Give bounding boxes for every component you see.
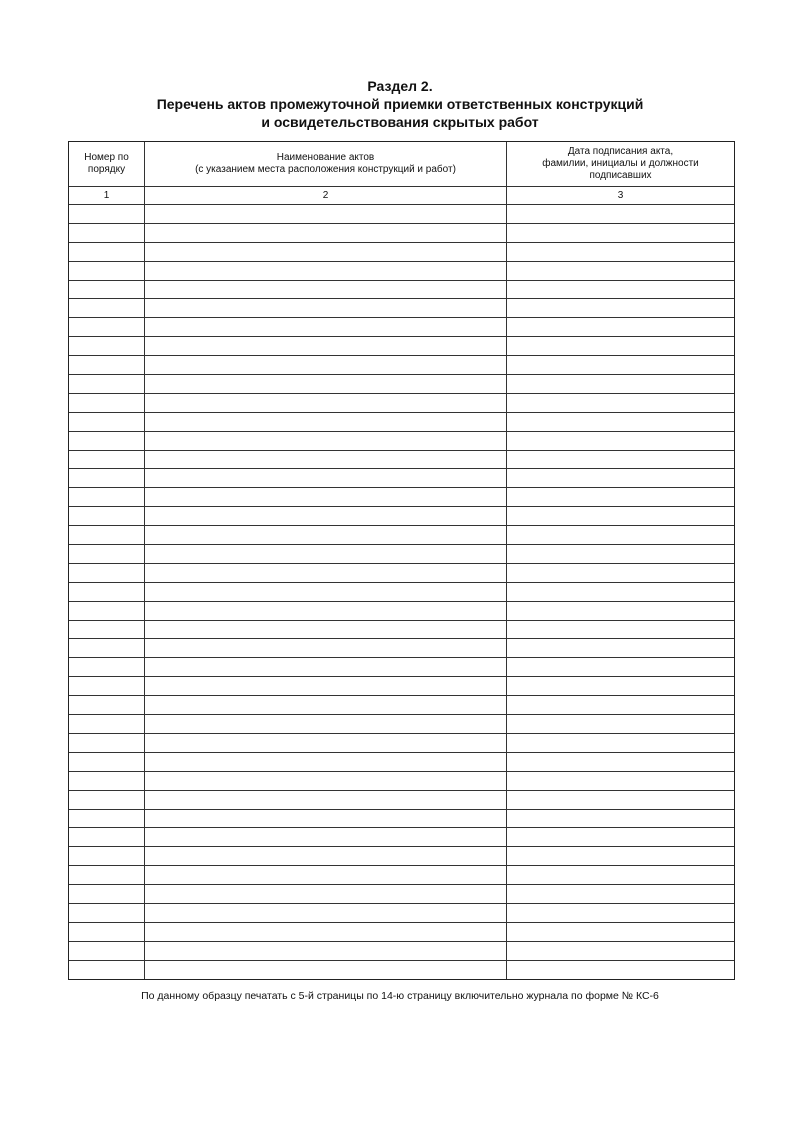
table-cell-col-3 [506, 224, 734, 242]
header-signing-date-line-3: подписавших [589, 170, 652, 181]
table-cell-col-2 [144, 564, 506, 582]
table-cell-col-2 [144, 810, 506, 828]
table-cell-col-1 [69, 526, 144, 544]
table-cell-col-1 [69, 658, 144, 676]
table-cell-col-3 [506, 432, 734, 450]
table-cell-col-3 [506, 942, 734, 960]
table-row [69, 714, 734, 733]
table-cell-col-1 [69, 621, 144, 639]
table-cell-col-3 [506, 602, 734, 620]
table-cell-col-1 [69, 904, 144, 922]
table-cell-col-1 [69, 262, 144, 280]
table-cell-col-1 [69, 847, 144, 865]
header-signing-date-line-2: фамилии, инициалы и должности [542, 158, 699, 169]
table-cell-col-2 [144, 243, 506, 261]
table-row [69, 676, 734, 695]
table-cell-col-2 [144, 866, 506, 884]
table-cell-col-1 [69, 923, 144, 941]
table-cell-col-3 [506, 904, 734, 922]
table-cell-col-2 [144, 828, 506, 846]
table-cell-col-3 [506, 337, 734, 355]
table-cell-col-1 [69, 243, 144, 261]
table-cell-col-3 [506, 205, 734, 223]
table-cell-col-3 [506, 318, 734, 336]
table-cell-col-3 [506, 299, 734, 317]
column-number-2: 2 [144, 187, 506, 204]
table-row [69, 865, 734, 884]
table-cell-col-2 [144, 904, 506, 922]
section-heading-line-2: и освидетельствования скрытых работ [261, 114, 539, 130]
table-cell-col-2 [144, 507, 506, 525]
table-cell-col-3 [506, 545, 734, 563]
table-cell-col-1 [69, 432, 144, 450]
table-cell-col-1 [69, 545, 144, 563]
table-row [69, 431, 734, 450]
table-row [69, 790, 734, 809]
table-cell-col-2 [144, 772, 506, 790]
header-act-name-line-1: Наименование актов [276, 152, 375, 163]
table-cell-col-2 [144, 621, 506, 639]
table-cell-col-3 [506, 394, 734, 412]
table-cell-col-3 [506, 885, 734, 903]
table-cell-col-3 [506, 262, 734, 280]
table-cell-col-1 [69, 942, 144, 960]
table-cell-col-3 [506, 507, 734, 525]
table-row [69, 317, 734, 336]
table-cell-col-3 [506, 753, 734, 771]
table-cell-col-2 [144, 262, 506, 280]
table-cell-col-1 [69, 791, 144, 809]
table-cell-col-2 [144, 961, 506, 979]
table-row [69, 752, 734, 771]
table-cell-col-1 [69, 413, 144, 431]
table-cell-col-3 [506, 564, 734, 582]
table-cell-col-2 [144, 658, 506, 676]
table-cell-col-3 [506, 772, 734, 790]
table-cell-col-2 [144, 715, 506, 733]
table-cell-col-2 [144, 375, 506, 393]
table-row [69, 336, 734, 355]
table-row [69, 941, 734, 960]
table-row [69, 412, 734, 431]
table-row [69, 204, 734, 223]
table-cell-col-3 [506, 488, 734, 506]
table-cell-col-1 [69, 224, 144, 242]
table-cell-col-3 [506, 413, 734, 431]
table-cell-col-3 [506, 583, 734, 601]
table-row [69, 468, 734, 487]
table-row [69, 374, 734, 393]
table-cell-col-3 [506, 243, 734, 261]
table-cell-col-3 [506, 923, 734, 941]
table-cell-col-1 [69, 507, 144, 525]
table-cell-col-1 [69, 394, 144, 412]
table-cell-col-2 [144, 545, 506, 563]
acts-table [68, 141, 735, 980]
table-cell-col-1 [69, 583, 144, 601]
header-signing-date [506, 142, 734, 186]
table-cell-col-2 [144, 356, 506, 374]
column-number-1: 1 [103, 190, 110, 201]
table-cell-col-3 [506, 828, 734, 846]
table-row [69, 242, 734, 261]
table-cell-col-3 [506, 621, 734, 639]
section-heading-line-1: Перечень актов промежуточной приемки ответственных конструкций [156, 96, 644, 112]
table-cell-col-1 [69, 734, 144, 752]
table-cell-col-1 [69, 337, 144, 355]
table-cell-col-2 [144, 791, 506, 809]
section-number: Раздел 2. [367, 78, 433, 94]
table-row [69, 261, 734, 280]
table-row [69, 563, 734, 582]
table-cell-col-3 [506, 281, 734, 299]
table-row [69, 355, 734, 374]
table-cell-col-2 [144, 923, 506, 941]
table-row [69, 506, 734, 525]
table-cell-col-2 [144, 942, 506, 960]
table-cell-col-2 [144, 696, 506, 714]
table-row [69, 450, 734, 469]
table-cell-col-3 [506, 734, 734, 752]
table-row [69, 771, 734, 790]
table-cell-col-2 [144, 469, 506, 487]
table-row [69, 601, 734, 620]
table-cell-col-1 [69, 961, 144, 979]
column-number-3: 3 [506, 187, 734, 204]
table-cell-col-1 [69, 885, 144, 903]
table-cell-col-1 [69, 451, 144, 469]
table-cell-col-2 [144, 394, 506, 412]
header-order-number-line-1: Номер по [84, 152, 129, 163]
table-cell-col-2 [144, 299, 506, 317]
table-cell-col-3 [506, 639, 734, 657]
table-cell-col-3 [506, 696, 734, 714]
table-cell-col-2 [144, 847, 506, 865]
table-cell-col-1 [69, 375, 144, 393]
table-cell-col-3 [506, 866, 734, 884]
table-cell-col-2 [144, 885, 506, 903]
table-row [69, 525, 734, 544]
table-cell-col-1 [69, 488, 144, 506]
table-cell-col-3 [506, 791, 734, 809]
table-row [69, 695, 734, 714]
table-row [69, 903, 734, 922]
table-row [69, 657, 734, 676]
table-cell-col-2 [144, 488, 506, 506]
table-cell-col-1 [69, 696, 144, 714]
table-cell-col-1 [69, 639, 144, 657]
table-cell-col-1 [69, 602, 144, 620]
table-cell-col-3 [506, 469, 734, 487]
table-cell-col-1 [69, 299, 144, 317]
table-cell-col-2 [144, 413, 506, 431]
table-cell-col-1 [69, 205, 144, 223]
table-cell-col-3 [506, 677, 734, 695]
table-row [69, 544, 734, 563]
table-row [69, 827, 734, 846]
table-cell-col-3 [506, 356, 734, 374]
table-cell-col-2 [144, 526, 506, 544]
table-cell-col-1 [69, 318, 144, 336]
table-row [69, 223, 734, 242]
header-act-name-line-2: (с указанием места расположения конструкций и работ) [195, 164, 456, 175]
table-cell-col-2 [144, 432, 506, 450]
table-row [69, 846, 734, 865]
table-row [69, 922, 734, 941]
table-row [69, 638, 734, 657]
table-cell-col-1 [69, 677, 144, 695]
table-row [69, 960, 734, 979]
table-cell-col-2 [144, 281, 506, 299]
table-cell-col-1 [69, 828, 144, 846]
table-cell-col-3 [506, 715, 734, 733]
table-cell-col-1 [69, 715, 144, 733]
table-cell-col-2 [144, 337, 506, 355]
table-cell-col-2 [144, 451, 506, 469]
header-order-number-line-2: порядку [87, 164, 126, 175]
table-cell-col-3 [506, 810, 734, 828]
table-header-row [69, 142, 734, 186]
table-cell-col-1 [69, 564, 144, 582]
table-row [69, 620, 734, 639]
table-cell-col-3 [506, 658, 734, 676]
table-cell-col-1 [69, 772, 144, 790]
table-cell-col-1 [69, 866, 144, 884]
header-act-name [144, 142, 506, 186]
table-row [69, 487, 734, 506]
table-cell-col-3 [506, 451, 734, 469]
table-row [69, 733, 734, 752]
table-row [69, 393, 734, 412]
table-cell-col-2 [144, 318, 506, 336]
header-order-number [69, 142, 144, 186]
column-number-row [69, 186, 734, 204]
table-cell-col-2 [144, 205, 506, 223]
table-cell-col-2 [144, 734, 506, 752]
header-signing-date-line-1: Дата подписания акта, [567, 146, 674, 157]
table-row [69, 280, 734, 299]
footer-note: По данному образцу печатать с 5-й страницы по 14-ю страницу включительно журнала по форме № КС-6 [141, 990, 659, 1002]
table-cell-col-3 [506, 961, 734, 979]
table-cell-col-2 [144, 224, 506, 242]
table-cell-col-1 [69, 356, 144, 374]
table-cell-col-1 [69, 281, 144, 299]
section-title [0, 77, 800, 131]
table-row [69, 809, 734, 828]
table-cell-col-2 [144, 602, 506, 620]
table-cell-col-1 [69, 469, 144, 487]
table-row [69, 298, 734, 317]
table-cell-col-2 [144, 583, 506, 601]
table-row [69, 582, 734, 601]
table-cell-col-1 [69, 810, 144, 828]
table-cell-col-3 [506, 847, 734, 865]
table-cell-col-2 [144, 677, 506, 695]
table-cell-col-2 [144, 753, 506, 771]
table-cell-col-2 [144, 639, 506, 657]
table-cell-col-3 [506, 526, 734, 544]
table-cell-col-1 [69, 753, 144, 771]
table-cell-col-3 [506, 375, 734, 393]
table-row [69, 884, 734, 903]
